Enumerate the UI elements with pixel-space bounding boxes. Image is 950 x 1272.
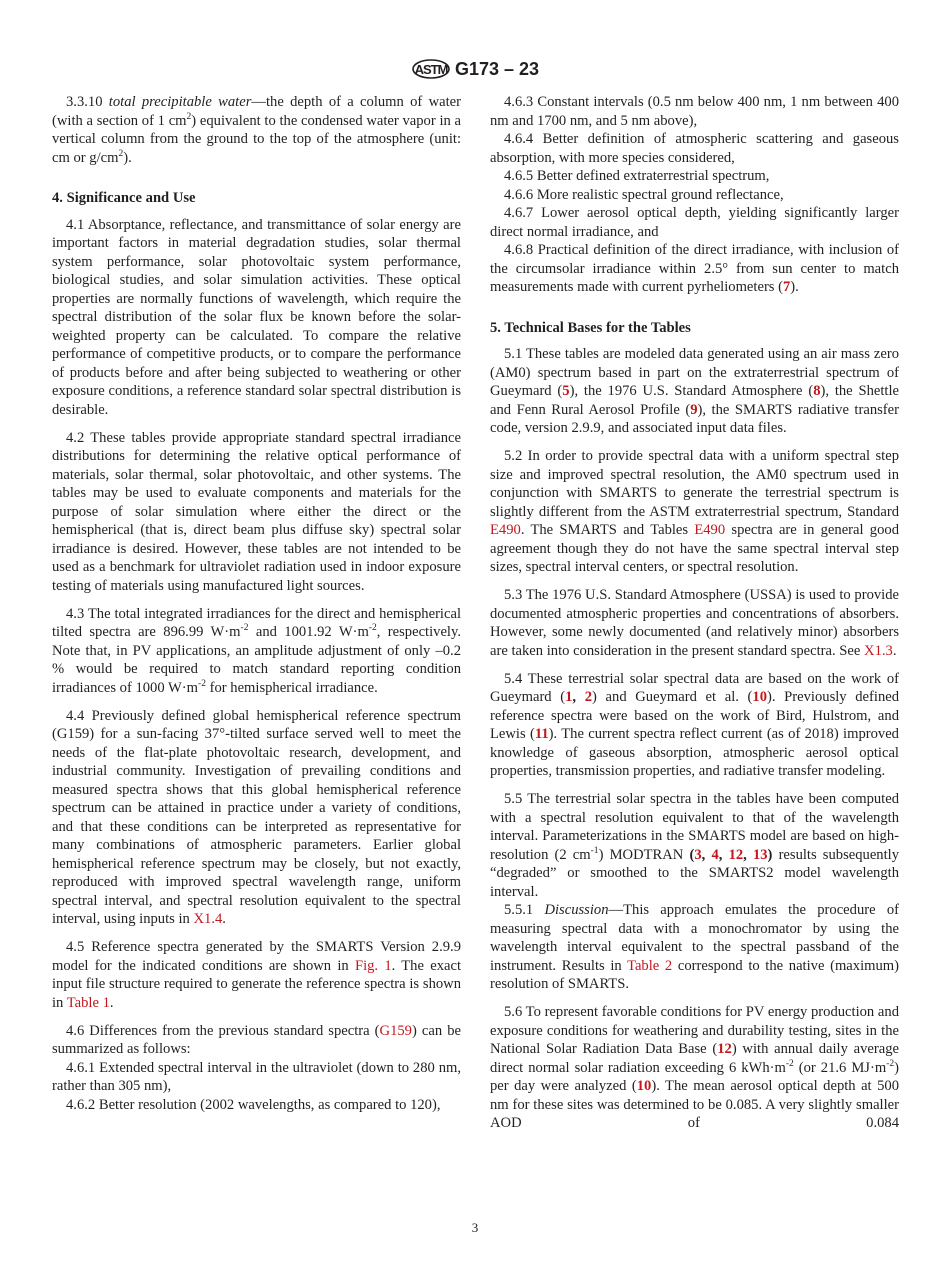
text-run: ) <box>767 846 773 863</box>
paragraph-4-6-2 <box>52 1096 461 1115</box>
text-run: , <box>572 689 585 705</box>
text-run: 4.5 Reference spectra generated by the SMARTS Version 2.9.9 model for the indicated conditions are shown in <box>52 939 461 974</box>
superscript: -2 <box>886 1058 895 1069</box>
text-run: 3.3.10 <box>66 94 109 110</box>
reference-link[interactable]: 11 <box>534 726 549 742</box>
text-run: ) MODTRAN <box>598 846 690 863</box>
paragraph-5-2 <box>490 447 899 577</box>
superscript: -2 <box>240 623 249 634</box>
text-run: 5.2 In order to provide spectral data with a uniform spectral step size and improved spectral resolution, the AM0 spectrum used in conjunction with SMARTS to generate the terrestrial spectrum is slightly different from the ASTM extraterrestrial spectrum, Standard <box>490 448 899 520</box>
text-run: 4.1 Absorptance, reflectance, and transmittance of solar energy are important factors in material degradation studies, solar thermal system performance, solar photovoltaic system performance, biological studies, and solar simulation activities. These optical properties are normally functions of wavelength, which require the spectral distribution of the solar flux be known before the solar-weighted property can be calculated. To compare the relative performance of competitive products, or to compare the performance of products before and after being subjected to weathering or other exposure conditions, a reference standard solar spectral distribution is desirable. <box>52 216 461 418</box>
text-run: 5.5.1 <box>504 902 545 918</box>
text-run: ). The current spectra reflect current (as of 2018) improved knowledge of gaseous absorption, atmospheric aerosol optical properties, transmission properties, and radiative transfer modeling. <box>490 726 899 779</box>
text-run: 4.6.7 Lower aerosol optical depth, yielding significantly larger direct normal irradiance, and <box>490 205 899 240</box>
text-run: —the depth of a column of water (with a section of 1 cm <box>52 94 461 129</box>
paragraph-4-5 <box>52 938 461 1012</box>
text-run: ). <box>790 279 799 295</box>
paragraph-4-6-5 <box>490 167 899 186</box>
text-run: ). <box>123 149 132 166</box>
svg-text:ASTM: ASTM <box>414 62 448 77</box>
reference-link[interactable]: 9 <box>690 401 698 418</box>
text-run: 4.6 Differences from the previous standard spectra ( <box>66 1022 380 1039</box>
cross-reference-link[interactable]: G159 <box>379 1022 412 1039</box>
document-designation: G173 – 23 <box>454 58 540 79</box>
text-run: ), the SMARTS radiative transfer code, version 2.9.9, and associated input data files. <box>490 401 899 436</box>
text-run: 4.6.5 Better defined extraterrestrial spectrum, <box>504 168 770 184</box>
reference-link[interactable]: 1 <box>565 689 573 705</box>
text-run: 4.6.4 Better definition of atmospheric scattering and gaseous absorption, with more species considered, <box>490 131 899 166</box>
reference-link[interactable]: 12 <box>717 1041 732 1057</box>
text-run: , <box>718 846 729 863</box>
superscript: -2 <box>198 678 206 689</box>
text-run: for hemispherical irradiance. <box>205 679 378 696</box>
superscript: 2 <box>186 111 192 122</box>
paragraph-4-6-6 <box>490 186 899 205</box>
left-column <box>52 93 461 1114</box>
cross-reference-link[interactable]: Table 2 <box>627 957 673 974</box>
paragraph-5-4 <box>490 670 899 781</box>
text-run: 4.4 Previously defined global hemispherical reference spectrum (G159) for a sun-facing 37°-tilted surface served well to meet the needs of the flat-plate photovoltaic research, development, and industrial community. Investigation of prevailing conditions and measured spectra shows that this global hemispherical reference spectrum can be attained in practice under a variety of conditions, and that these conditions can be interpreted as representative for many combinations of atmospheric parameters. Earlier global hemispherical reference spectrum may be closely, but not exactly, reproduced with improved spectral wavelength range, uniform spectral interval, and spectral resolution equivalent to the spectral interval, using inputs in <box>52 707 461 927</box>
text-run: ) per day were analyzed ( <box>490 1059 899 1094</box>
text-run: 4.6.8 Practical definition of the direct irradiance, with inclusion of the circumsolar irradiance within 2.5° from sun center to match measurements made with current pyrheliometers ( <box>490 242 899 295</box>
paragraph-5-1 <box>490 345 899 438</box>
text-run: 4. Significance and Use <box>52 190 196 206</box>
paragraph-5-6 <box>490 1003 899 1133</box>
text-run: results subsequently “degraded” or smoothed to the SMARTS2 model wavelength interval. <box>490 846 900 900</box>
superscript: 2 <box>118 148 124 159</box>
cross-reference-link[interactable]: X1.4 <box>193 911 223 927</box>
text-run: 5.6 To represent favorable conditions for PV energy production and exposure conditions for weathering and durability testing, sites in the National Solar Radiation Data Base ( <box>490 1004 899 1057</box>
cross-reference-link[interactable]: X1.3 <box>864 642 893 659</box>
text-run: . <box>892 642 897 659</box>
paragraph-4-6-3 <box>490 93 899 130</box>
reference-link[interactable]: 2 <box>584 689 593 705</box>
cross-reference-link[interactable]: Table 1 <box>66 994 110 1011</box>
text-run: 5.5 The terrestrial solar spectra in the tables have been computed with a spectral resolution equivalent to that of the wavelength interval. Parameterizations in the SMARTS model are based on high-resolution (2 cm <box>490 791 899 863</box>
paragraph-4-6-8 <box>490 241 899 297</box>
reference-link[interactable]: 12 <box>728 846 744 863</box>
reference-link[interactable]: 10 <box>752 689 768 705</box>
text-run: , <box>701 846 712 863</box>
text-run: —This approach emulates the procedure of measuring spectral data with a monochromator by using the wavelength interval equivalent to the spectral passband of the instrument. Results in <box>490 902 899 974</box>
text-run: . The exact input file structure required to generate the reference spectra is shown in <box>52 957 461 1011</box>
reference-link[interactable]: 13 <box>752 846 768 863</box>
text-run: (or 21.6 MJ·m <box>793 1059 887 1076</box>
text-run: . <box>109 994 114 1011</box>
reference-link[interactable]: 8 <box>813 383 821 399</box>
text-run: ) equivalent to the condensed water vapor in a vertical column from the ground to the top of the atmosphere (unit: cm or g/cm <box>52 112 461 166</box>
text-run: ) with annual daily average direct normal solar radiation exceeding 6 kWh·m <box>490 1041 899 1076</box>
text-run: 4.6.3 Constant intervals (0.5 nm below 400 nm, 1 nm between 400 nm and 1700 nm, and 5 nm above), <box>490 94 899 129</box>
text-run: 4.3 The total integrated irradiances for the direct and hemispherical tilted spectra are 896.99 W·m <box>52 605 461 640</box>
paragraph-5-5-1 <box>490 901 899 994</box>
cross-reference-link[interactable]: E490 <box>490 522 521 538</box>
text-run: ), the Shettle and Fenn Rural Aerosol Profile ( <box>490 383 899 418</box>
text-run: 4.6.2 Better resolution (2002 wavelengths, as compared to 120), <box>66 1096 441 1113</box>
text-run: 4.6.6 More realistic spectral ground reflectance, <box>504 186 784 203</box>
text-run: 5.4 These terrestrial solar spectral data are based on the work of Gueymard ( <box>490 670 899 705</box>
text-run: ) can be summarized as follows: <box>52 1022 461 1057</box>
text-run: total precipitable water <box>108 94 252 110</box>
text-run: and 1001.92 W·m <box>248 624 369 640</box>
reference-link[interactable]: 7 <box>783 279 791 295</box>
paragraph-5-3 <box>490 586 899 660</box>
text-run: . <box>222 911 226 927</box>
text-run: 5.3 The 1976 U.S. Standard Atmosphere (USSA) is used to provide documented atmospheric properties and concentrations of absorbers. However, some newly documented (and relatively minor) absorbers are taken into consideration in the present standard spectra. See <box>490 587 899 659</box>
text-run: ) and Gueymard et al. ( <box>592 689 753 705</box>
superscript: -1 <box>590 845 599 856</box>
right-column <box>490 93 899 1133</box>
reference-link[interactable]: 4 <box>711 846 719 863</box>
text-run: correspond to the native (maximum) resolution of SMARTS. <box>490 957 899 992</box>
cross-reference-link[interactable]: E490 <box>694 522 726 538</box>
text-run: 4.2 These tables provide appropriate standard spectral irradiance distributions for determining the relative optical performance of materials, solar thermal, solar photovoltaic, and other systems. The tables may be used to evaluate components and materials for the purpose of solar simulation where either the direct or the hemispherical (that is, direct beam plus diffuse sky) spectral solar irradiance is desired. However, these tables are not intended to be used as a benchmark for ultraviolet radiation used in indoor exposure testing of materials using manufactured light sources. <box>52 429 461 594</box>
reference-link[interactable]: 10 <box>636 1078 652 1094</box>
paragraph-4-6-4 <box>490 130 899 167</box>
paragraph-4-3 <box>52 605 461 698</box>
section-heading <box>52 189 461 208</box>
paragraph-4-6-7 <box>490 204 899 241</box>
text-run: ). The mean aerosol optical depth at 500 nm for these sites was determined to be 0.085. A very slightly smaller AOD of 0.084 <box>490 1078 899 1131</box>
paragraph-5-5 <box>490 790 899 901</box>
text-run: spectra are in general good agreement though they do not have the same spectral interval step sizes, spectral interval centers, or spectral resolution. <box>490 522 899 575</box>
text-run: ( <box>689 846 695 863</box>
text-run: 4.6.1 Extended spectral interval in the ultraviolet (down to 280 nm, rather than 305 nm), <box>52 1059 461 1094</box>
text-run: ). Previously defined reference spectra were based on the work of Bird, Hulstrom, and Lewis ( <box>490 689 900 742</box>
text-run: , <box>743 846 753 863</box>
superscript: -2 <box>368 623 377 634</box>
paragraph-4-1 <box>52 216 461 420</box>
page-header <box>0 54 950 89</box>
astm-logo-icon <box>411 54 451 84</box>
reference-link[interactable]: 3 <box>694 846 702 863</box>
text-run: ), the 1976 U.S. Standard Atmosphere ( <box>569 383 814 399</box>
reference-link[interactable]: 5 <box>562 383 570 399</box>
paragraph-4-4 <box>52 707 461 929</box>
cross-reference-link[interactable]: Fig. 1 <box>354 957 392 974</box>
paragraph-4-6-1 <box>52 1059 461 1096</box>
text-run: 5.1 These tables are modeled data generated using an air mass zero (AM0) spectrum based in part on the extraterrestrial spectrum of Gueymard ( <box>490 346 899 399</box>
superscript: -2 <box>785 1058 794 1069</box>
paragraph-4-2 <box>52 429 461 596</box>
text-run: Discussion <box>544 902 609 918</box>
paragraph-4-6 <box>52 1022 461 1059</box>
text-run: 5. Technical Bases for the Tables <box>490 319 691 336</box>
text-run: , respectively. Note that, in PV applications, an amplitude adjustment of only –0.2 % would be required to match standard reporting condition irradiances of 1000 W·m <box>52 624 461 696</box>
paragraph-3-3-10 <box>52 93 461 167</box>
text-run: . The SMARTS and Tables <box>520 522 695 538</box>
page-number: 3 <box>471 1220 479 1235</box>
section-heading <box>490 319 899 338</box>
